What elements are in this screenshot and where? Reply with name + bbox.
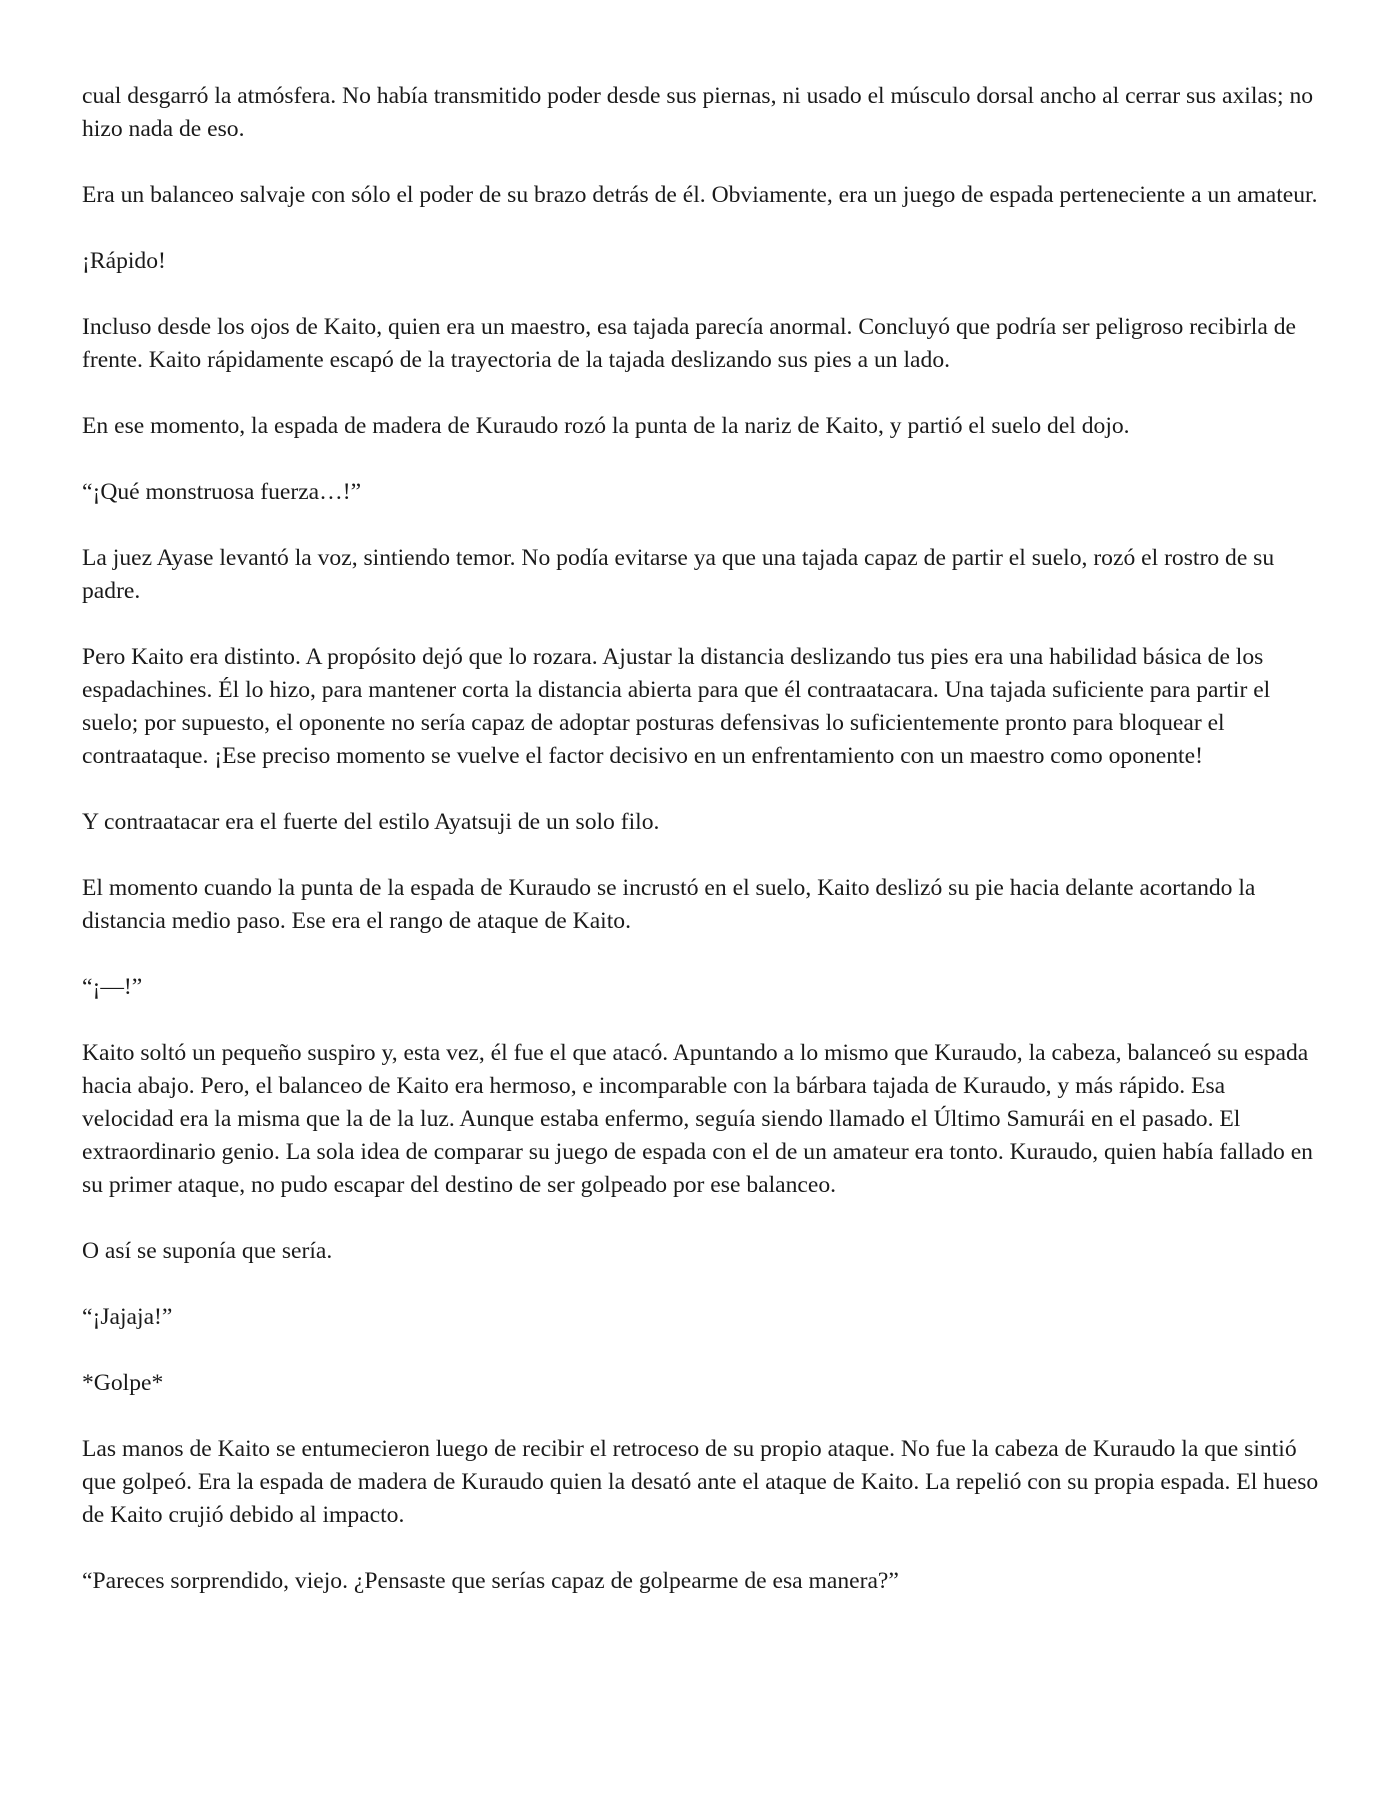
paragraph-13: O así se suponía que sería. <box>82 1238 333 1264</box>
document-page <box>82 80 1322 1631</box>
paragraph-3: ¡Rápido! <box>82 248 166 274</box>
paragraph-7: La juez Ayase levantó la voz, sintiendo temor. No podía evitarse ya que una tajada capaz de partir el suelo, rozó el rostro de su padre. <box>82 545 1275 604</box>
paragraph-16: Las manos de Kaito se entumecieron luego de recibir el retroceso de su propio ataque. No fue la cabeza de Kuraudo la que sintió que golpeó. Era la espada de madera de Kuraudo quien la desató ante el ataque de Kaito. La repelió con su propia espada. El hueso de Kaito crujió debido al impacto. <box>82 1436 1319 1528</box>
paragraph-9: Y contraatacar era el fuerte del estilo Ayatsuji de un solo filo. <box>82 809 660 835</box>
paragraph-12: Kaito soltó un pequeño suspiro y, esta vez, él fue el que atacó. Apuntando a lo mismo que Kuraudo, la cabeza, balanceó su espada hacia abajo. Pero, el balanceo de Kaito era hermoso, e incomparable con la bárbara tajada de Kuraudo, y más rápido. Esa velocidad era la misma que la de la luz. Aunque estaba enfermo, seguía siendo llamado el Último Samurái en el pasado. El extraordinario genio. La sola idea de comparar su juego de espada con el de un amateur era tonto. Kuraudo, quien había fallado en su primer ataque, no pudo escapar del destino de ser golpeado por ese balanceo. <box>82 1040 1313 1198</box>
paragraph-8: Pero Kaito era distinto. A propósito dejó que lo rozara. Ajustar la distancia deslizando tus pies era una habilidad básica de los espadachines. Él lo hizo, para mantener corta la distancia abierta para que él contraatacara. Una tajada suficiente para partir el suelo; por supuesto, el oponente no sería capaz de adoptar posturas defensivas lo suficientemente pronto para bloquear el contraataque. ¡Ese preciso momento se vuelve el factor decisivo en un enfrentamiento con un maestro como oponente! <box>82 644 1271 769</box>
paragraph-1: cual desgarró la atmósfera. No había transmitido poder desde sus piernas, ni usado el músculo dorsal ancho al cerrar sus axilas; no hizo nada de eso. <box>82 83 1314 142</box>
paragraph-15: *Golpe* <box>82 1370 164 1396</box>
paragraph-2: Era un balanceo salvaje con sólo el poder de su brazo detrás de él. Obviamente, era un juego de espada perteneciente a un amateur. <box>82 182 1318 208</box>
paragraph-17: “Pareces sorprendido, viejo. ¿Pensaste que serías capaz de golpearme de esa manera?” <box>82 1568 899 1594</box>
paragraph-6: “¡Qué monstruosa fuerza…!” <box>82 479 362 505</box>
paragraph-10: El momento cuando la punta de la espada de Kuraudo se incrustó en el suelo, Kaito deslizó su pie hacia delante acortando la distancia medio paso. Ese era el rango de ataque de Kaito. <box>82 875 1256 934</box>
paragraph-5: En ese momento, la espada de madera de Kuraudo rozó la punta de la nariz de Kaito, y partió el suelo del dojo. <box>82 413 1130 439</box>
paragraph-14: “¡Jajaja!” <box>82 1304 173 1330</box>
paragraph-4: Incluso desde los ojos de Kaito, quien era un maestro, esa tajada parecía anormal. Concluyó que podría ser peligroso recibirla de frente. Kaito rápidamente escapó de la trayectoria de la tajada deslizando sus pies a un lado. <box>82 314 1297 373</box>
paragraph-11: “¡—!” <box>82 974 143 1000</box>
